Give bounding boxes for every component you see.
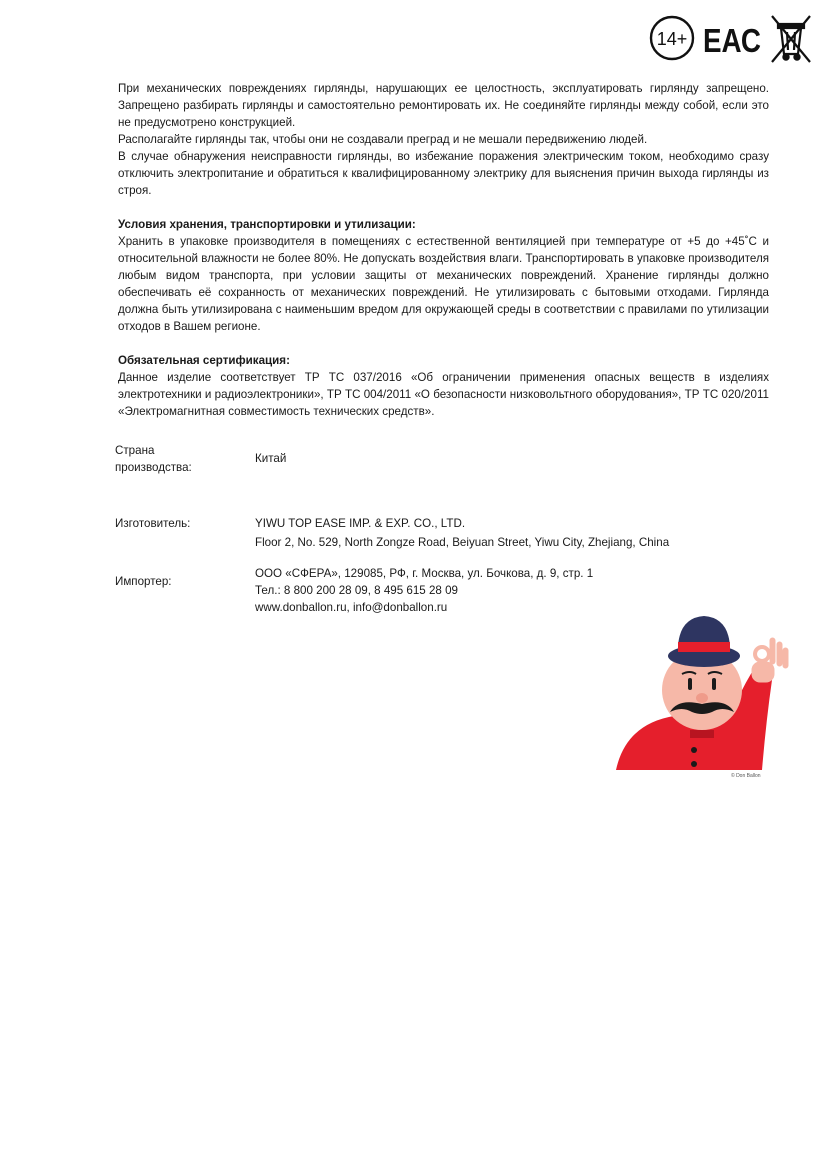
- paragraph-placement: Располагайте гирлянды так, чтобы они не создавали преград и не мешали передвижению людей.: [118, 133, 648, 146]
- manufacturer-value: YIWU TOP EASE IMP. & EXP. CO., LTD. Floor 2, No. 529, North Zongze Road, Beiyuan Street, Yiwu City, Zhejiang, China: [255, 517, 670, 549]
- manufacturer-label: Изготовитель:: [115, 517, 191, 530]
- crossed-bin-icon: [772, 16, 810, 62]
- age-rating-text: 14+: [656, 29, 688, 49]
- importer-value: ООО «СФЕРА», 129085, РФ, г. Москва, ул. Бочкова, д. 9, стр. 1 Тел.: 8 800 200 28 09, 8 495 615 28 09 www.donballon.ru, info@donballon.ru: [255, 567, 594, 614]
- copyright-note: © Don Ballon: [731, 773, 761, 779]
- don-ballon-mascot: [612, 612, 792, 778]
- storage-heading: Условия хранения, транспортировки и утилизации:: [118, 218, 416, 231]
- certification-text: Данное изделие соответствует ТР ТС 037/2016 «Об ограничении применения опасных веществ в изделиях электротехники и радиоэлектроники», ТР ТС 004/2011 «О безопасности низковольтного оборудования», ТР ТС 020/2011 «Электромагнитная совместимость технических средств».: [118, 371, 769, 418]
- eac-mark-text: ЕАС: [703, 22, 761, 59]
- certification-marks: [648, 12, 816, 64]
- mascot-hat: [668, 616, 740, 667]
- age-rating-icon: [651, 17, 693, 59]
- paragraph-malfunction: В случае обнаружения неисправности гирлянды, во избежание поражения электрическим током, необходимо сразу отключить электропитание и обратиться к квалифицированному электрику для выяснения причин выхода гирлянды из строя.: [118, 150, 769, 197]
- country-label: Страна производства:: [115, 444, 192, 474]
- country-value: Китай: [255, 452, 287, 465]
- instructions-text: [118, 80, 769, 420]
- importer-label: Импортер:: [115, 575, 172, 588]
- certification-heading: Обязательная сертификация:: [118, 354, 290, 367]
- mascot-hand: [752, 638, 788, 682]
- paragraph-damage: При механических повреждениях гирлянды, нарушающих ее целостность, эксплуатировать гирлянду запрещено. Запрещено разбирать гирлянды и самостоятельно ремонтировать их. Не соединяйте гирлянды между собой, если это не предусмотрено конструкцией.: [118, 82, 769, 129]
- storage-text: Хранить в упаковке производителя в помещениях с естественной вентиляцией при температуре от +5 до +45˚C и относительной влажности не более 80%. Не допускать воздействия влаги. Транспортировать в упаковке производителя любым видом транспорта, при условии защиты от механических повреждений. Хранение гирлянды должно обеспечивать её сохранность от механических повреждений. Не утилизировать с бытовыми отходами. Гирлянда должна быть утилизирована с наименьшим вредом для окружающей среды в соответствии с правилами по утилизации отходов в Вашем регионе.: [118, 235, 769, 333]
- eac-mark-icon: [703, 22, 761, 59]
